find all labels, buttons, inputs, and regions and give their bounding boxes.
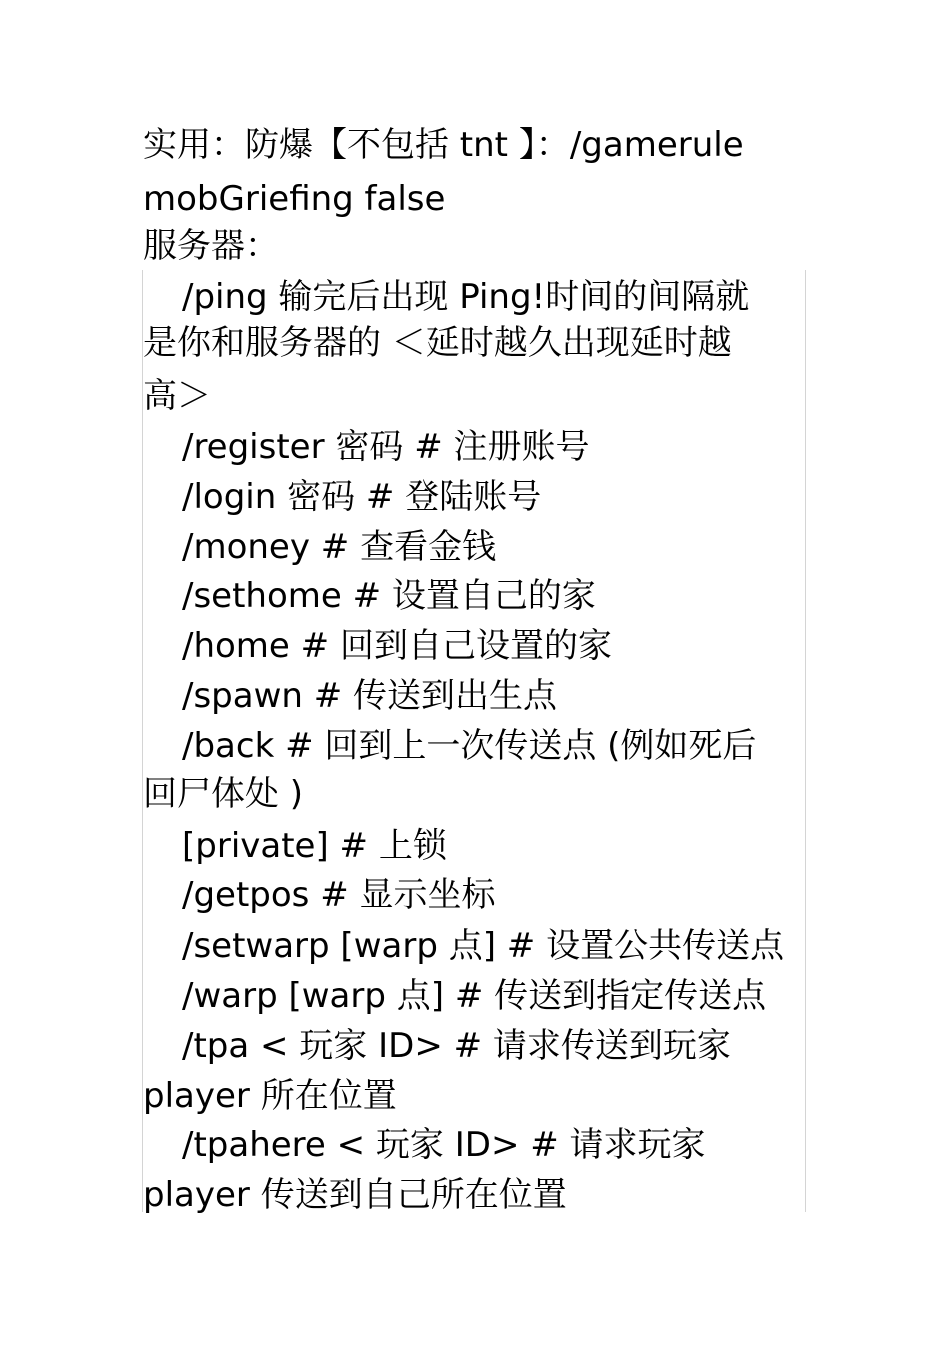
cmd-money: /money # 查看金钱 [182,527,497,567]
cmd-getpos: /getpos # 显示坐标 [182,875,496,915]
cmd-register: /register 密码 # 注册账号 [182,427,590,467]
cmd-warp: /warp [warp 点] # 传送到指定传送点 [182,976,767,1016]
cmd-login: /login 密码 # 登陆账号 [182,477,542,517]
cmd-setwarp: /setwarp [warp 点] # 设置公共传送点 [182,926,785,966]
cmd-ping-cont: 是你和服务器的 ＜延时越久出现延时越 [143,323,732,363]
cmd-ping: /ping 输完后出现 Ping!时间的间隔就 [182,277,750,317]
cmd-tpahere: /tpahere < 玩家 ID> # 请求玩家 [182,1125,706,1165]
cmd-sethome: /sethome # 设置自己的家 [182,576,596,616]
cmd-tpahere-cont: player 传送到自己所在位置 [143,1175,567,1215]
intro-line-1: 实用：防爆【不包括 tnt 】：/gamerule [143,125,744,165]
cmd-back: /back # 回到上一次传送点 (例如死后 [182,726,757,766]
cmd-ping-cont-2: 高＞ [143,376,211,416]
server-heading: 服务器： [143,226,279,266]
cmd-private: [private] # 上锁 [182,826,447,866]
cmd-back-cont: 回尸体处 ) [143,774,304,814]
cmd-spawn: /spawn # 传送到出生点 [182,676,558,716]
cmd-tpa-cont: player 所在位置 [143,1076,397,1116]
cmd-tpa: /tpa < 玩家 ID> # 请求传送到玩家 [182,1026,731,1066]
intro-line-2: mobGriefing false [143,179,446,219]
cmd-home: /home # 回到自己设置的家 [182,626,612,666]
